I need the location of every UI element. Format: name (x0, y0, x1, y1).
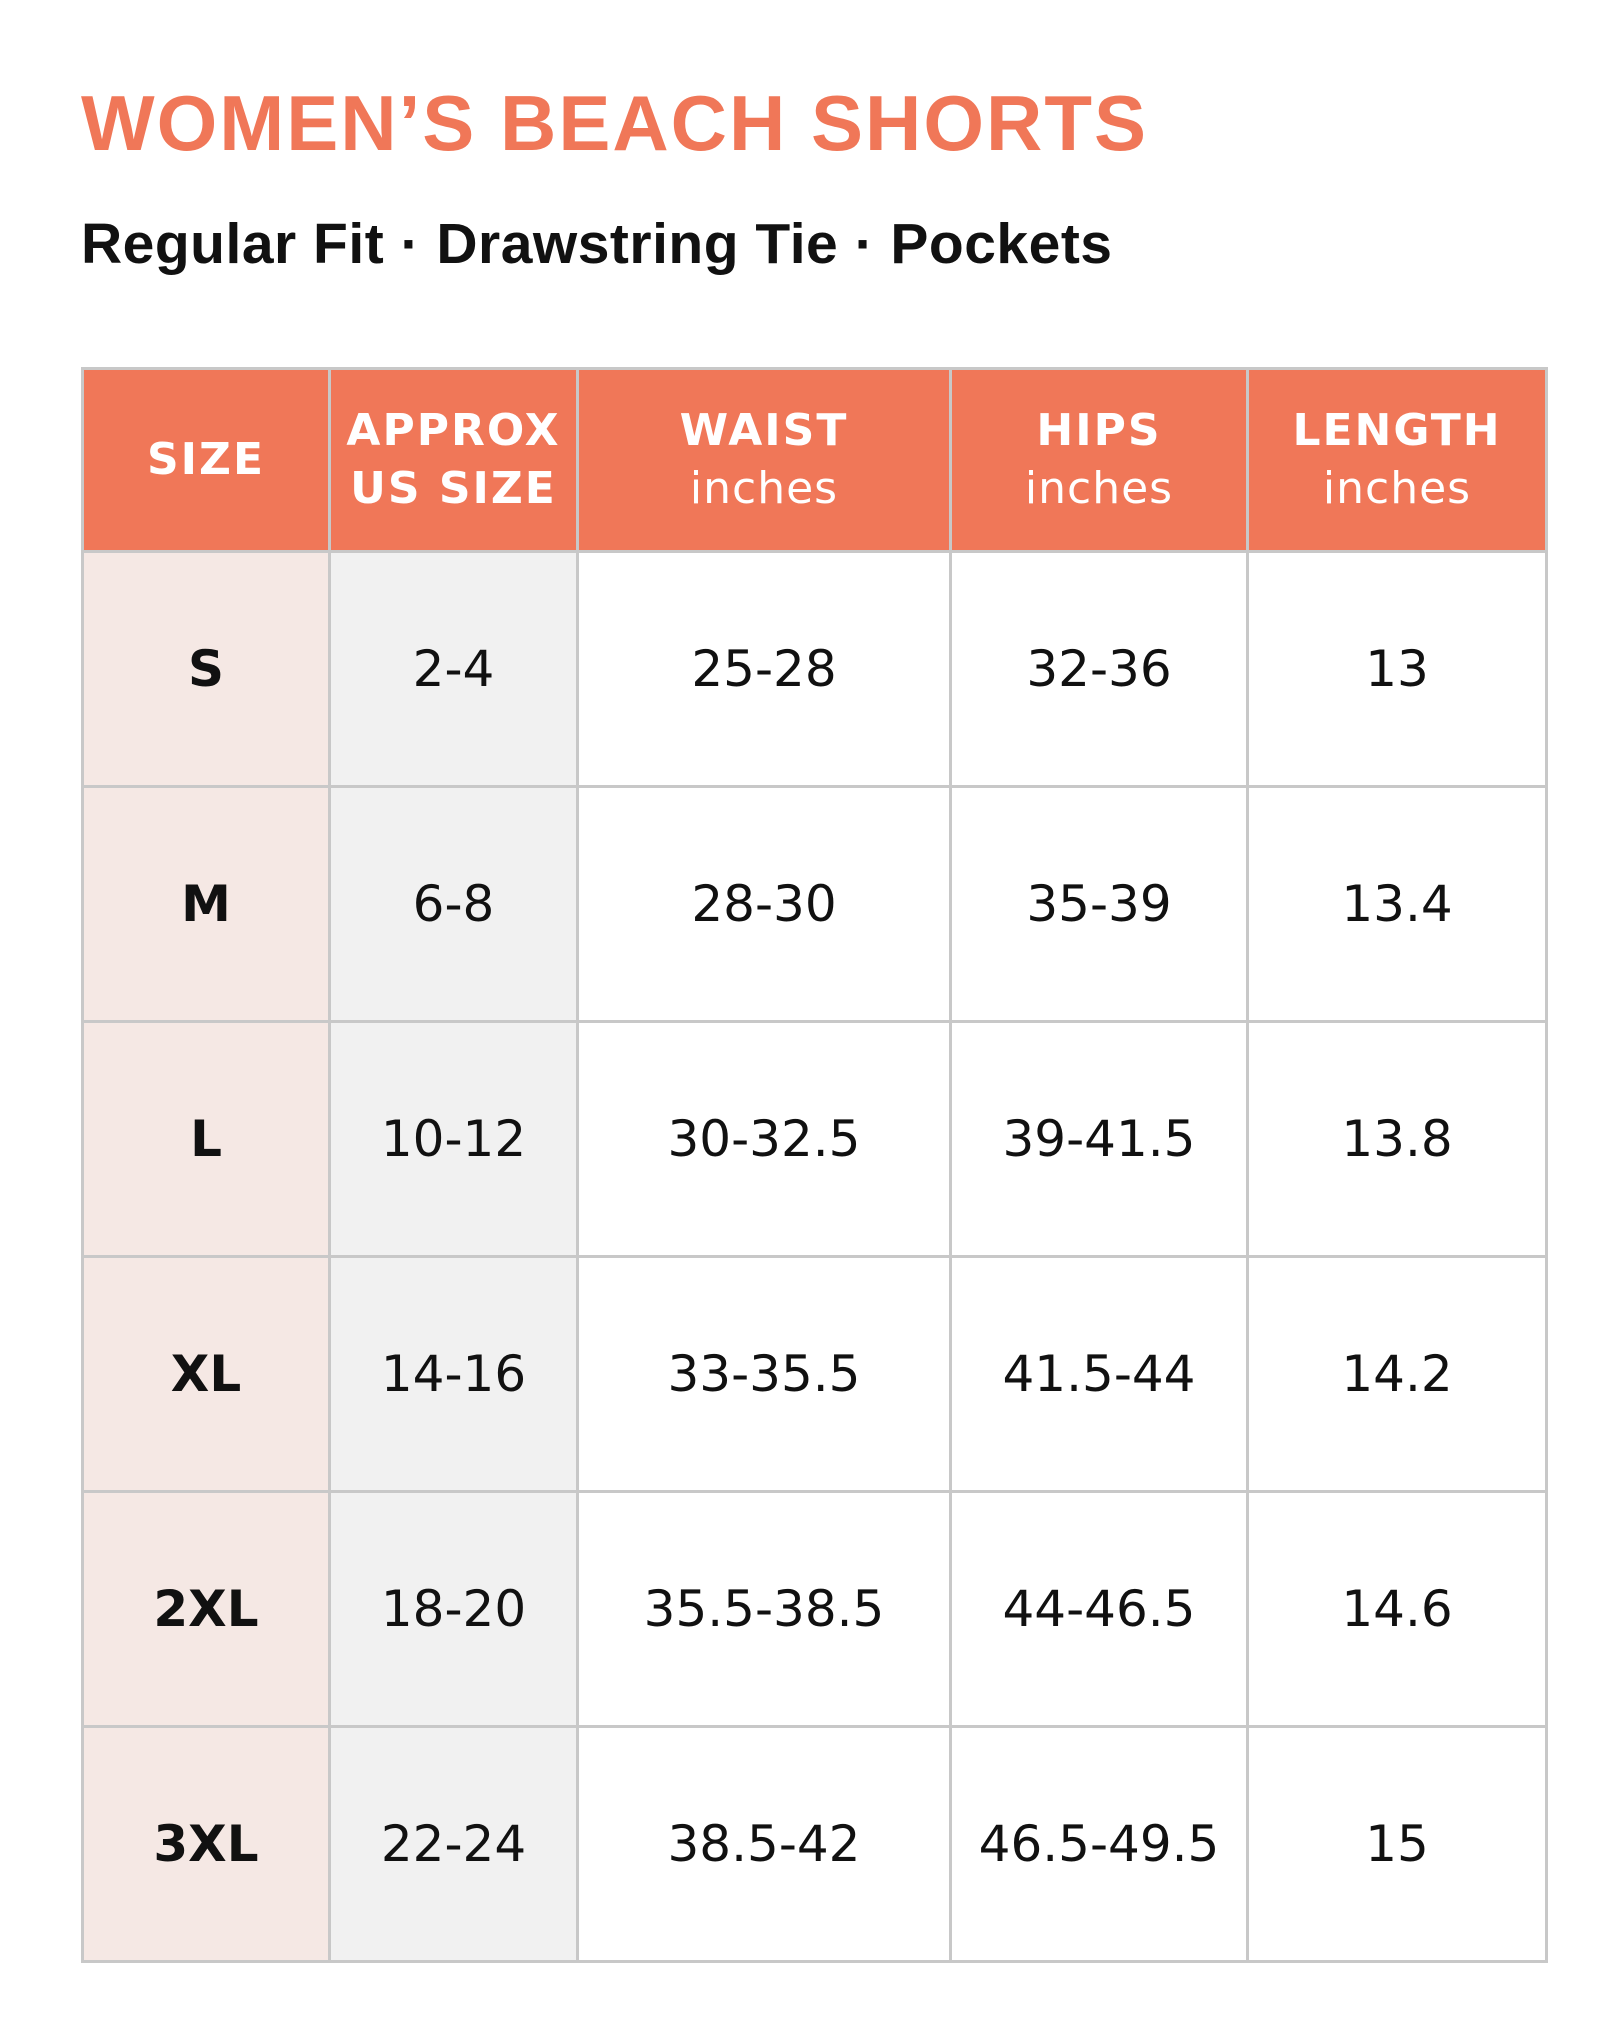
header-approx-label: APPROX (346, 405, 561, 456)
table-row (83, 552, 1547, 787)
size-cell: S (83, 552, 330, 787)
header-size-label: SIZE (146, 434, 266, 485)
hips-cell: 35-39 (951, 787, 1248, 1022)
hips-cell: 41.5-44 (951, 1257, 1248, 1492)
header-hips (951, 369, 1248, 552)
table-row (83, 1257, 1547, 1492)
page-title: WOMEN’S BEACH SHORTS (81, 79, 1149, 167)
length-cell: 14.6 (1248, 1492, 1547, 1727)
header-hips-label: HIPS (1036, 405, 1162, 456)
header-waist-unit: inches (689, 463, 839, 514)
us-size-cell: 6-8 (330, 787, 578, 1022)
size-chart-table (81, 367, 1548, 1963)
header-waist (578, 369, 951, 552)
header-length-unit: inches (1322, 463, 1472, 514)
hips-cell: 46.5-49.5 (951, 1727, 1248, 1962)
header-approx-us-size (330, 369, 578, 552)
us-size-cell: 14-16 (330, 1257, 578, 1492)
length-cell: 13.8 (1248, 1022, 1547, 1257)
length-cell: 15 (1248, 1727, 1547, 1962)
page-subtitle: Regular Fit · Drawstring Tie · Pockets (81, 212, 1113, 276)
header-length (1248, 369, 1547, 552)
us-size-cell: 2-4 (330, 552, 578, 787)
waist-cell: 38.5-42 (578, 1727, 951, 1962)
waist-cell: 30-32.5 (578, 1022, 951, 1257)
length-cell: 14.2 (1248, 1257, 1547, 1492)
us-size-cell: 18-20 (330, 1492, 578, 1727)
header-length-label: LENGTH (1292, 405, 1502, 456)
table-row (83, 1492, 1547, 1727)
header-hips-unit: inches (1024, 463, 1174, 514)
waist-cell: 28-30 (578, 787, 951, 1022)
header-waist-label: WAIST (679, 405, 849, 456)
header-size (83, 369, 330, 552)
size-cell: L (83, 1022, 330, 1257)
table-row (83, 1022, 1547, 1257)
hips-cell: 32-36 (951, 552, 1248, 787)
us-size-cell: 10-12 (330, 1022, 578, 1257)
waist-cell: 25-28 (578, 552, 951, 787)
waist-cell: 33-35.5 (578, 1257, 951, 1492)
waist-cell: 35.5-38.5 (578, 1492, 951, 1727)
header-row (83, 369, 1547, 552)
length-cell: 13 (1248, 552, 1547, 787)
table-row (83, 787, 1547, 1022)
size-cell: XL (83, 1257, 330, 1492)
length-cell: 13.4 (1248, 787, 1547, 1022)
table-row (83, 1727, 1547, 1962)
us-size-cell: 22-24 (330, 1727, 578, 1962)
size-cell: 3XL (83, 1727, 330, 1962)
table-body (83, 552, 1547, 1962)
hips-cell: 39-41.5 (951, 1022, 1248, 1257)
size-cell: M (83, 787, 330, 1022)
header-us-size-label: US SIZE (350, 463, 557, 514)
table-header (83, 369, 1547, 552)
hips-cell: 44-46.5 (951, 1492, 1248, 1727)
size-cell: 2XL (83, 1492, 330, 1727)
